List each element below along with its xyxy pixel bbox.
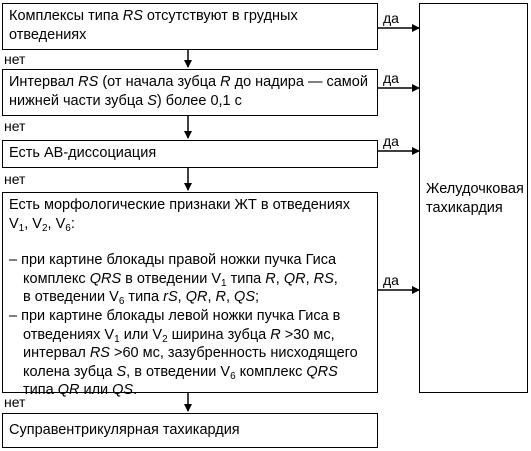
- criteria-item-text: комплекс: [235, 363, 307, 380]
- criteria-item-text: типа: [124, 289, 164, 306]
- criteria-item-text: R: [265, 270, 276, 287]
- criteria-item-text: QS: [112, 382, 134, 399]
- criteria-item-text: .: [133, 382, 138, 399]
- criteria-item-text: 2: [162, 333, 168, 345]
- criteria-item-text: 1: [114, 333, 120, 345]
- box-text: Есть АВ-диссоциация: [9, 145, 157, 161]
- criteria-item-text: типа: [226, 270, 266, 287]
- criteria-item: [9, 307, 371, 400]
- criteria-item-text: R: [270, 326, 281, 343]
- criteria-item-text: 6: [118, 296, 125, 308]
- criteria-item-text: RS: [313, 270, 334, 287]
- box-text: Интервал: [9, 74, 79, 90]
- criteria-item-text: >30 мс, интервал: [23, 326, 335, 362]
- criteria-item-text: в отведении V: [121, 270, 221, 287]
- box-text: ) более 0,1 с: [156, 93, 242, 109]
- criteria-item-text: rS: [163, 289, 178, 306]
- criteria-intro: [9, 196, 371, 233]
- criteria-item-text: или: [79, 382, 113, 399]
- criteria-item-text: – при картине блокады правой ножки пучка Гиса комплекс: [9, 252, 337, 287]
- result-label: Желудочковая тахикардия: [426, 181, 524, 216]
- no-label-1: нет: [4, 51, 26, 67]
- criteria-item-text: в отведении V: [23, 289, 119, 306]
- yes-label-4: да: [383, 272, 399, 288]
- criteria-item-text: ,: [305, 270, 314, 287]
- criteria-item-text: ,: [225, 289, 235, 306]
- criteria-item-text: ,: [333, 270, 338, 287]
- criteria-intro-text: 1: [18, 222, 25, 234]
- yes-label-3: да: [383, 133, 399, 149]
- criteria-intro-text: :: [70, 215, 75, 232]
- criteria-item-text: , в отведении V: [126, 363, 231, 380]
- criteria-intro-text: 2: [41, 222, 48, 234]
- box-text: RS: [122, 8, 143, 24]
- criteria-item-text: 6: [230, 370, 236, 382]
- criteria-item-text: QS: [234, 289, 255, 306]
- criteria-item-text: QRS: [89, 270, 122, 287]
- no-label-3: нет: [4, 171, 26, 187]
- end-box-supraventricular: [2, 413, 378, 448]
- criteria-item-text: R: [215, 289, 226, 306]
- criteria-intro-text: 6: [65, 222, 71, 234]
- criteria-intro-text: Есть морфологические признаки ЖТ в отведениях V: [9, 197, 351, 232]
- box-text: Комплексы типа: [9, 8, 123, 24]
- criteria-item-text: типа: [23, 382, 58, 399]
- no-label-4: нет: [4, 394, 26, 410]
- result-box-ventricular: [419, 3, 528, 393]
- criteria-item-text: >60 мс, зазубренность нисходящего колена зубца: [23, 345, 358, 380]
- criteria-item-text: ширина зубца: [167, 326, 271, 343]
- box-text: S: [147, 93, 157, 109]
- box-text: RS: [78, 74, 99, 90]
- criteria-item-text: – при картине блокады левой ножки пучка Гиса в отведениях V: [9, 307, 341, 343]
- question-box-2: [2, 69, 378, 116]
- criteria-intro-text: , V: [47, 215, 66, 232]
- criteria-item-text: или V: [119, 326, 163, 343]
- criteria-item-text: ,: [177, 289, 186, 306]
- yes-label-1: да: [383, 10, 399, 26]
- criteria-item-text: RS: [89, 345, 110, 362]
- criteria-item-text: QR: [283, 270, 306, 287]
- criteria-intro-text: , V: [24, 215, 42, 232]
- question-box-1: [2, 3, 378, 50]
- question-box-4: [2, 192, 378, 399]
- question-box-3: [2, 140, 378, 168]
- criteria-item-text: ,: [275, 270, 284, 287]
- criteria-item-text: S: [116, 363, 127, 380]
- box-text: R: [220, 74, 231, 90]
- criteria-item-text: QR: [185, 289, 208, 306]
- box-text: отсутствуют в грудных отведениях: [9, 8, 298, 43]
- criteria-item-text: ;: [255, 289, 260, 306]
- box-text: Суправентрикулярная тахикардия: [9, 422, 240, 438]
- no-label-2: нет: [4, 118, 26, 134]
- criteria-item: [9, 251, 371, 307]
- criteria-item-text: QRS: [306, 363, 338, 380]
- yes-label-2: да: [383, 70, 399, 86]
- box-text: (от начала зубца: [98, 74, 221, 90]
- criteria-item-text: ,: [207, 289, 216, 306]
- box-text: до надира — самой нижней части зубца: [9, 74, 368, 109]
- criteria-item-text: 1: [221, 277, 227, 289]
- criteria-item-text: QR: [57, 382, 80, 399]
